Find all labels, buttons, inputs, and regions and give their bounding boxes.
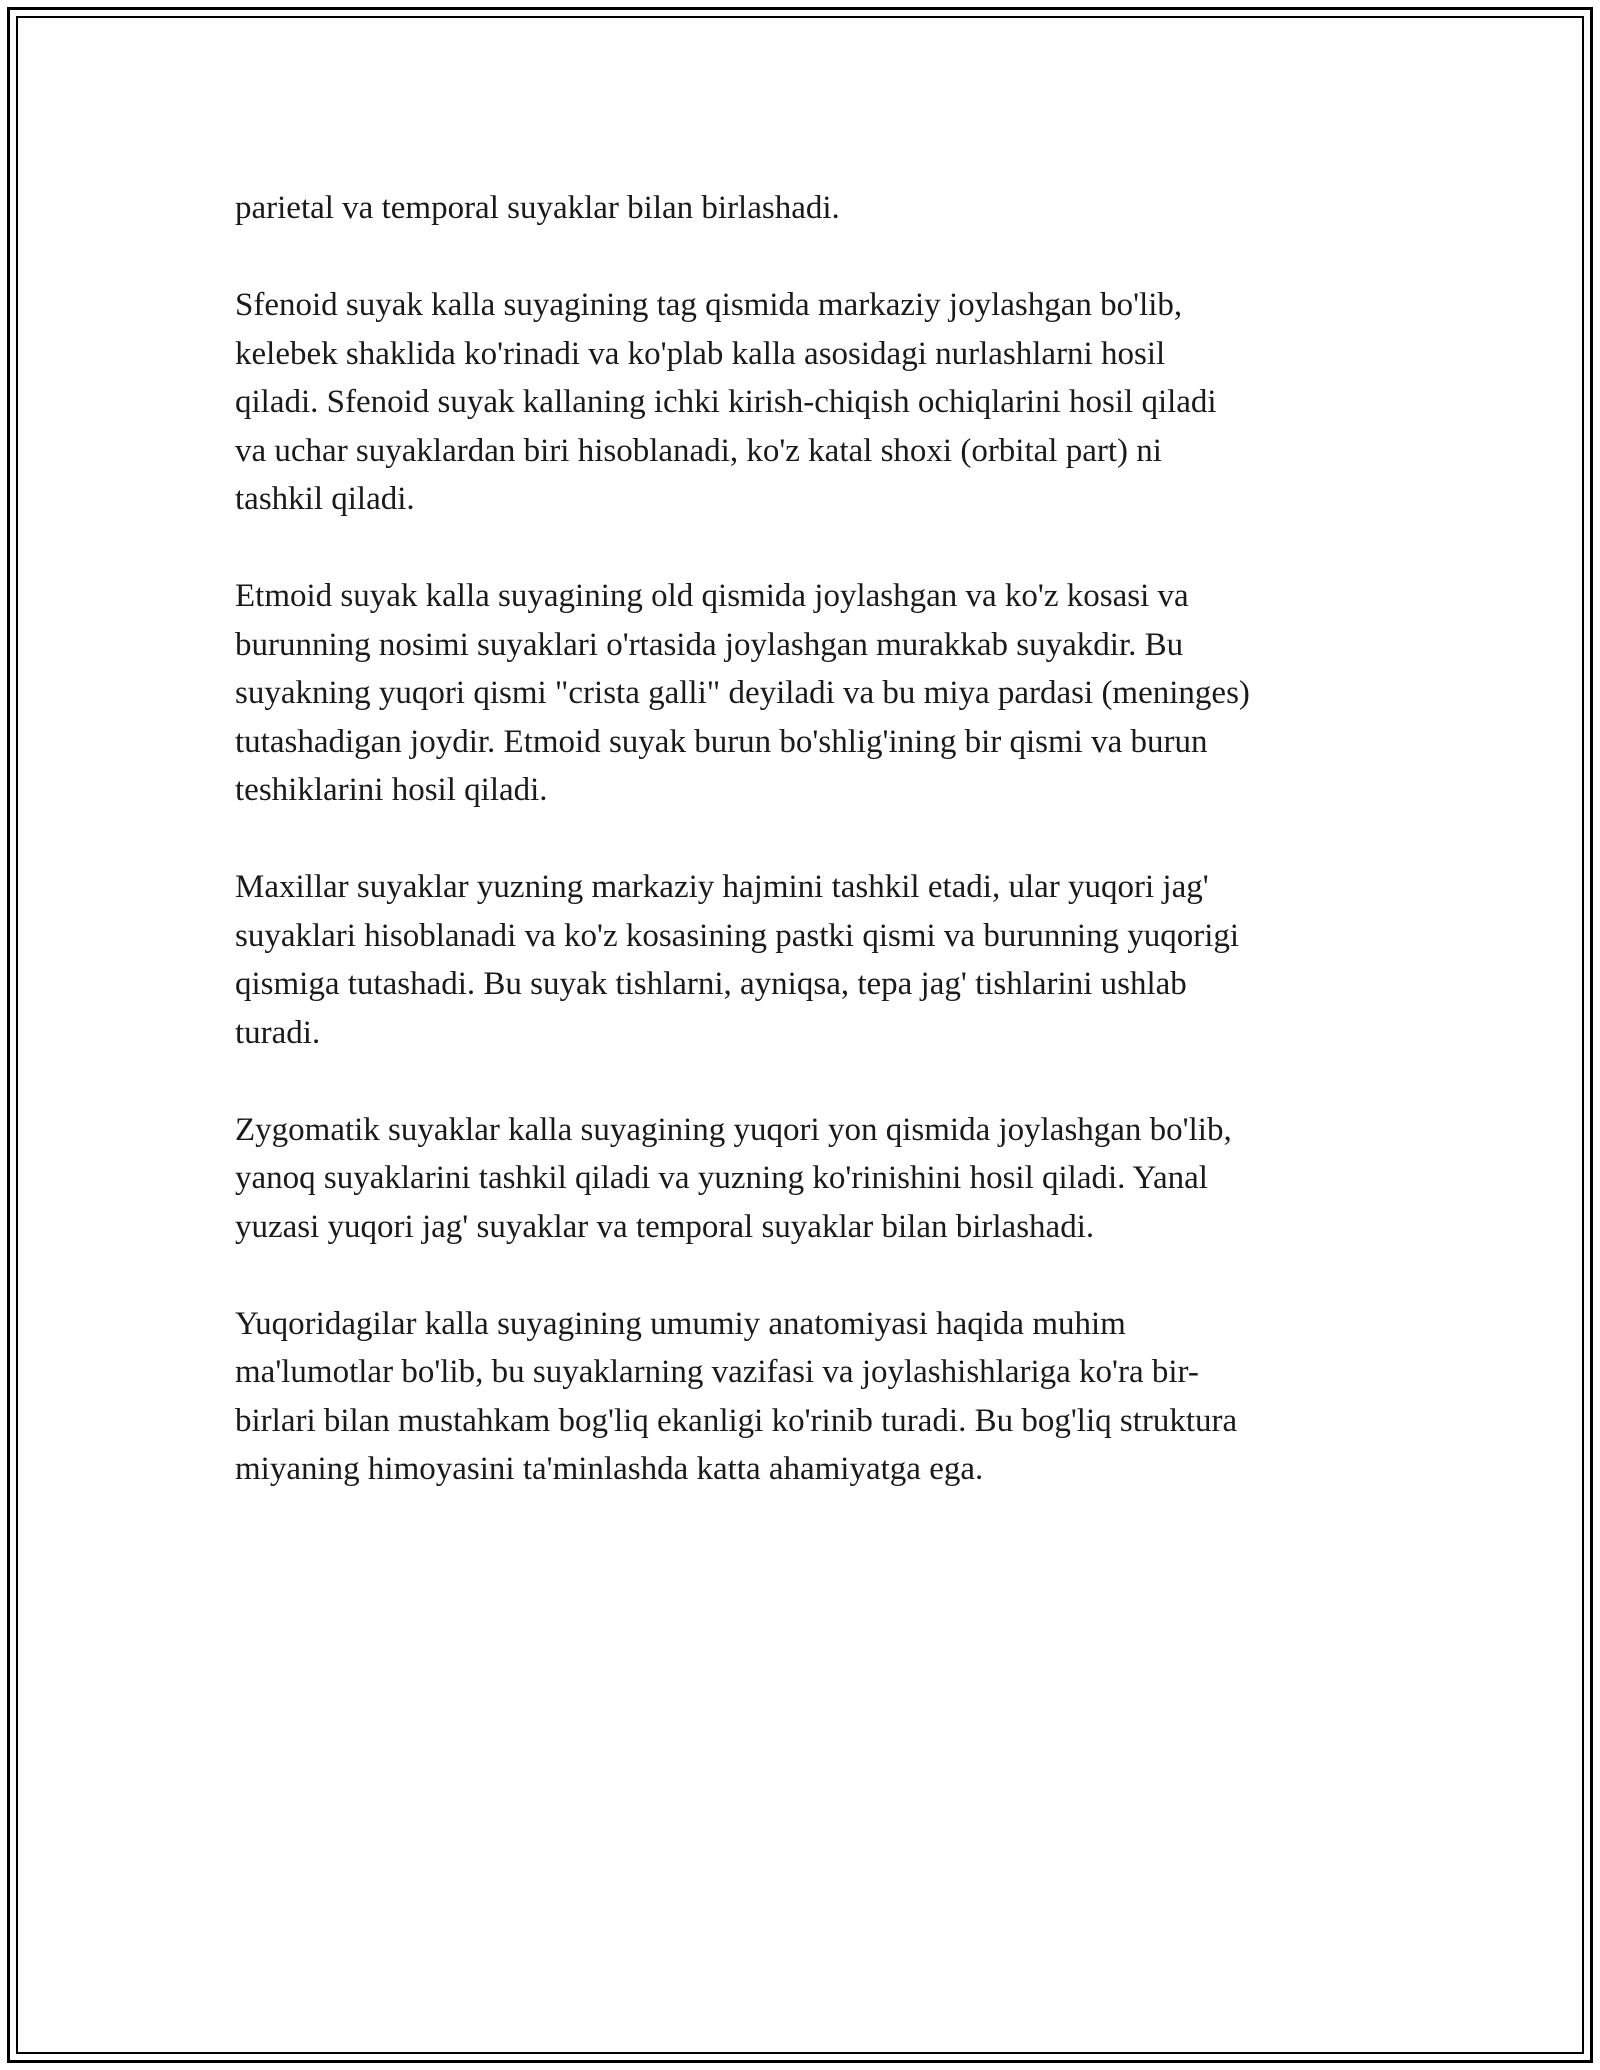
- text-line: birlari bilan mustahkam bog'liq ekanligi ko'rinib turadi. Bu bog'liq struktura: [235, 1402, 1238, 1439]
- paragraph-zygomatik: [235, 1106, 1375, 1252]
- document-body: [235, 184, 1375, 1542]
- paragraph-parietal: [235, 184, 1375, 233]
- text-line: miyaning himoyasini ta'minlashda katta ahamiyatga ega.: [235, 1451, 984, 1487]
- text-line: suyaklari hisoblanadi va ko'z kosasining pastki qismi va burunning yuqorigi: [235, 917, 1240, 954]
- text-line: tutashadigan joydir. Etmoid suyak burun bo'shlig'ining bir qismi va burun: [235, 723, 1208, 760]
- paragraph-etmoid: [235, 572, 1375, 815]
- text-line: burunning nosimi suyaklari o'rtasida joylashgan murakkab suyakdir. Bu: [235, 626, 1184, 663]
- text-line: Zygomatik suyaklar kalla suyagining yuqori yon qismida joylashgan bo'lib,: [235, 1111, 1232, 1148]
- text-line: qiladi. Sfenoid suyak kallaning ichki kirish-chiqish ochiqlarini hosil qiladi: [235, 384, 1217, 420]
- paragraph-sfenoid: [235, 281, 1375, 524]
- text-line: tashkil qiladi.: [235, 481, 415, 517]
- paragraph-summary: [235, 1300, 1375, 1494]
- paragraph-maxillar: [235, 863, 1375, 1057]
- text-line: Sfenoid suyak kalla suyagining tag qismida markaziy joylashgan bo'lib,: [235, 287, 1183, 323]
- text-line: parietal va temporal suyaklar bilan birlashadi.: [235, 190, 840, 226]
- text-line: ma'lumotlar bo'lib, bu suyaklarning vazifasi va joylashishlariga ko'ra bir-: [235, 1354, 1199, 1390]
- text-line: Etmoid suyak kalla suyagining old qismida joylashgan va ko'z kosasi va: [235, 578, 1189, 614]
- text-line: yuzasi yuqori jag' suyaklar va temporal suyaklar bilan birlashadi.: [235, 1208, 1095, 1245]
- text-line: va uchar suyaklardan biri hisoblanadi, ko'z katal shoxi (orbital part) ni: [235, 432, 1162, 469]
- text-line: kelebek shaklida ko'rinadi va ko'plab kalla asosidagi nurlashlarni hosil: [235, 335, 1166, 372]
- text-line: Yuqoridagilar kalla suyagining umumiy anatomiyasi haqida muhim: [235, 1305, 1126, 1342]
- text-line: turadi.: [235, 1014, 321, 1051]
- text-line: teshiklarini hosil qiladi.: [235, 772, 548, 808]
- text-line: Maxillar suyaklar yuzning markaziy hajmini tashkil etadi, ular yuqori jag': [235, 869, 1209, 905]
- text-line: qismiga tutashadi. Bu suyak tishlarni, ayniqsa, tepa jag' tishlarini ushlab: [235, 966, 1187, 1002]
- text-line: suyakning yuqori qismi "crista galli" deyiladi va bu miya pardasi (meninges): [235, 675, 1250, 711]
- text-line: yanoq suyaklarini tashkil qiladi va yuzning ko'rinishini hosil qiladi. Yanal: [235, 1160, 1208, 1196]
